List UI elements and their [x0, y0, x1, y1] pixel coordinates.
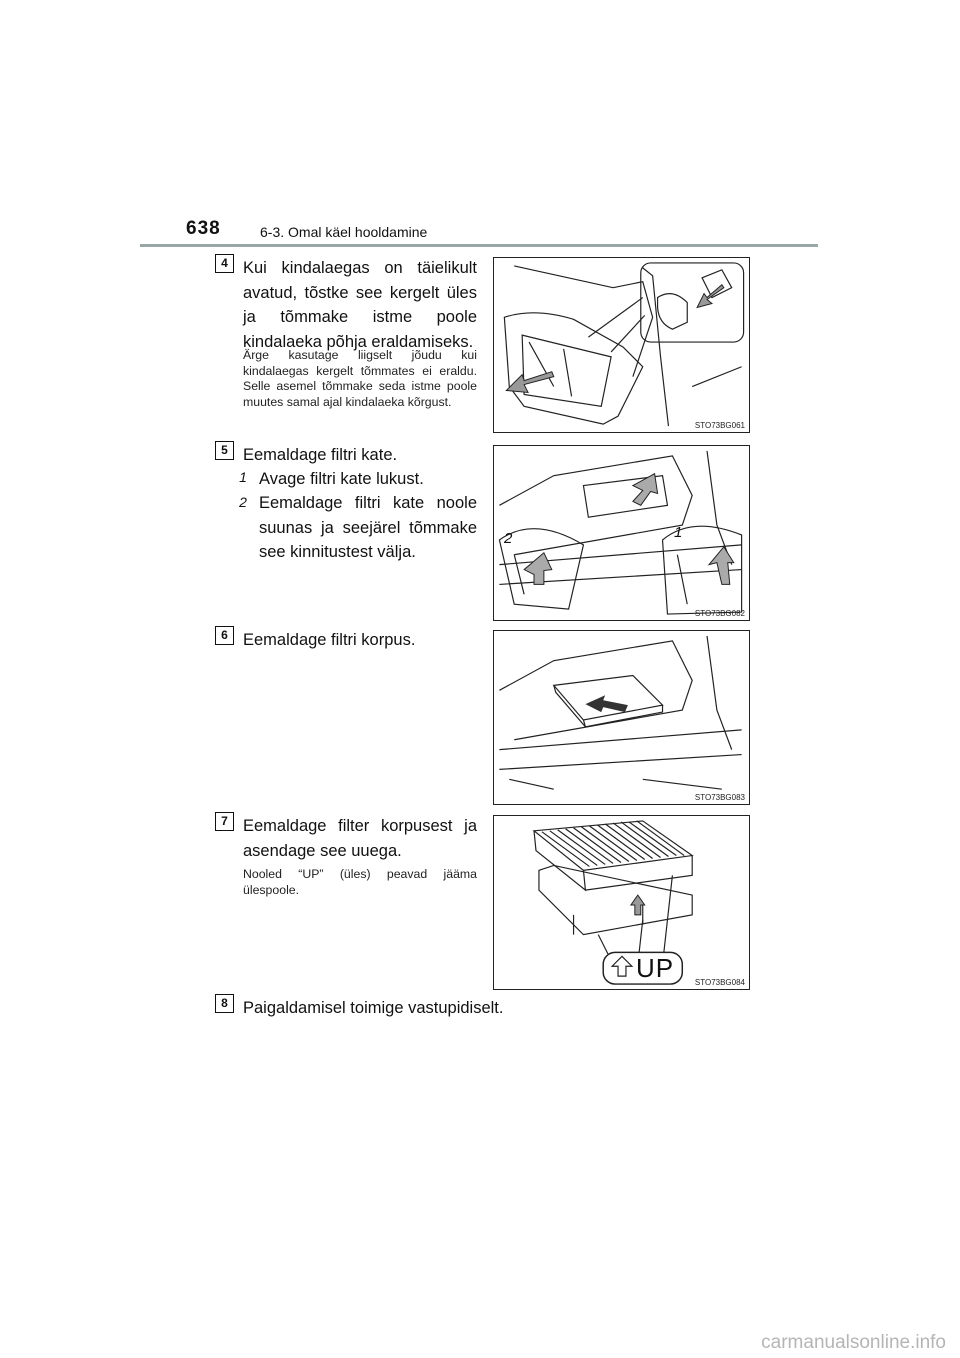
- figure-filter-replacement: [493, 815, 750, 990]
- step-4-text: Kui kindalaegas on täielikult avatud, tõstke see kergelt üles ja tõmmake istme poole kindalaeka põhja eraldamiseks.: [243, 259, 477, 351]
- substep-2-text: Eemaldage filtri kate noole suunas ja seejärel tõmmake see kinnitustest välja.: [259, 494, 477, 561]
- header-divider: [140, 244, 818, 247]
- step-marker-5: 5: [215, 441, 234, 460]
- figure-glovebox-removal: [493, 257, 750, 433]
- glovebox-illustration: [494, 258, 749, 432]
- figure-code: STO73BG083: [694, 793, 745, 802]
- step-6-text: Eemaldage filtri korpus.: [243, 631, 416, 649]
- step-7-note: Nooled “UP” (üles) peavad jääma ülespoole.: [243, 867, 477, 897]
- step-marker-6: 6: [215, 626, 234, 645]
- step-marker-8: 8: [215, 994, 234, 1013]
- filter-cover-illustration: [494, 446, 749, 620]
- watermark: carmanualsonline.info: [761, 1332, 946, 1353]
- substep-number-1: 1: [239, 469, 247, 485]
- figure-filter-cover: [493, 445, 750, 621]
- step-marker-4: 4: [215, 254, 234, 273]
- page-number: 638: [186, 218, 221, 239]
- figure-callout-2: 2: [504, 530, 513, 547]
- up-label: UP: [636, 953, 675, 983]
- figure-code: STO73BG061: [694, 421, 745, 430]
- figure-code: STO73BG084: [694, 978, 745, 987]
- step-5-text: Eemaldage filtri kate.: [243, 446, 398, 464]
- filter-case-illustration: [494, 631, 749, 804]
- figure-code: STO73BG082: [694, 609, 745, 618]
- step-7-text: Eemaldage filter korpusest ja asendage see uuega.: [243, 817, 477, 860]
- filter-illustration: [494, 816, 749, 989]
- section-title: 6-3. Omal käel hooldamine: [260, 224, 428, 240]
- step-marker-7: 7: [215, 812, 234, 831]
- substep-number-2: 2: [239, 494, 247, 510]
- step-4-note: Ärge kasutage liigselt jõudu kui kindalaegas kergelt tõmmates ei eraldu. Selle asemel tõmmake seda istme poole muutes samal ajal kindalaeka kõrgust.: [243, 348, 477, 409]
- substep-1-text: Avage filtri kate lukust.: [259, 470, 424, 488]
- figure-callout-1: 1: [674, 524, 683, 541]
- figure-filter-case: [493, 630, 750, 805]
- step-8-text: Paigaldamisel toimige vastupidiselt.: [243, 999, 504, 1017]
